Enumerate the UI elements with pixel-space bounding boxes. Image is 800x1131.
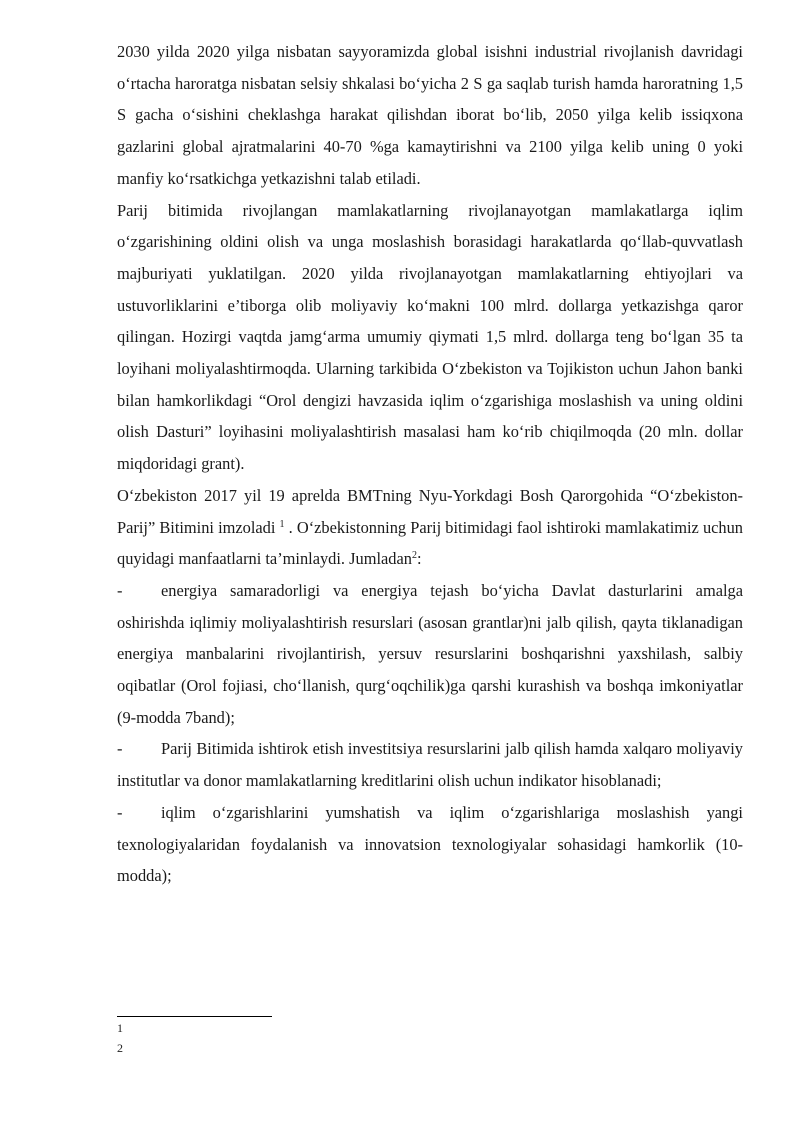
paragraph-global-warming: 2030 yilda 2020 yilga nisbatan sayyoramizda global isishni industrial rivojlanish davridagi o‘rtacha haroratga nisbatan selsiy shkalasi bo‘yicha 2 S ga saqlab turish hamda haroratning 1,5 S gacha o‘sishini cheklashga harakat qilishdan iborat bo‘lib, 2050 yilga kelib issiqxona gazlarini global ajratmalarini 40-70 %ga kamaytirishni va 2100 yilga kelib uning 0 yoki manfiy ko‘rsatkichga yetkazishni talab etiladi.: [117, 42, 743, 188]
footnote-ref-2[interactable]: 2: [411, 550, 417, 562]
bullet-dash: -: [117, 580, 123, 600]
paragraph-paris-agreement-support: Parij bitimida rivojlangan mamlakatlarning rivojlanayotgan mamlakatlarga iqlim o‘zgarishining oldini olish va unga moslashish borasidagi harakatlarda qo‘llab-quvvatlash majburiyati yuklatilgan. 2020 yilda rivojlanayotgan mamlakatlarning ehtiyojlari va ustuvorliklarini e’tiborga olib moliyaviy ko‘makni 100 mlrd. dollarga yetkazishga qaror qilingan. Hozirgi vaqtda jamg‘arma umumiy qiymati 1,5 mlrd. dollarga teng bo‘lgan 35 ta loyihani moliyalashtirmoqda. Ularning tarkibida O‘zbekiston va Tojikiston uchun Jahon banki bilan hamkorlikdagi “Orol dengizi havzasida iqlim o‘zgarishiga moslashish va uning oldini olish Dasturi” loyihasini moliyalashtirish masalasi ham ko‘rib chiqilmoqda (20 mln. dollar miqdoridagi grant).: [117, 200, 743, 474]
bullet-dash: -: [117, 802, 123, 822]
paragraph-text: O‘zbekiston 2017 yil 19 aprelda BMTning Nyu-Yorkdagi Bosh Qarorgohida “O‘zbekiston-Parij” Bitimini imzoladi: [117, 485, 743, 537]
bullet-item: [117, 797, 743, 892]
paragraph-text: . O‘zbekistonning Parij bitimidagi faol ishtiroki mamlakatimiz uchun quyidagi manfaatlarni ta’minlaydi. Jumladan: [117, 517, 743, 569]
bullet-text: Parij Bitimida ishtirok etish investitsiya resurslarini jalb qilish hamda xalqaro moliyaviy institutlar va donor mamlakatlarning kreditlarini olish uchun indikator hisoblanadi;: [117, 739, 743, 791]
footnote-separator: [117, 1016, 272, 1017]
bullet-item: [117, 733, 743, 796]
bullet-text: energiya samaradorligi va energiya tejash bo‘yicha Davlat dasturlarini amalga oshirishda iqlimiy moliyalashtirish resurslari (asosan grantlar)ni jalb qilish, qayta tiklanadigan energiya manbalarini rivojlantirish, yersuv resurslarini boshqarishni yaxshilash, salbiy oqibatlar (Orol fojiasi, cho‘llanish, qurg‘oqchilik)ga qarshi kurashish va boshqa imkoniyatlar (9-modda 7band);: [117, 580, 743, 727]
paragraph-uzbekistan-signing: [117, 480, 743, 575]
footnote-2: 2: [117, 1041, 123, 1055]
footnote-ref-1[interactable]: 1: [279, 518, 285, 530]
document-body: [117, 36, 743, 892]
paragraph-text: :: [416, 549, 422, 569]
bullet-item: [117, 575, 743, 734]
bullet-text: iqlim o‘zgarishlarini yumshatish va iqlim o‘zgarishlariga moslashish yangi texnologiyalaridan foydalanish va innovatsion texnologiyalar sohasidagi hamkorlik (10-modda);: [117, 802, 743, 886]
bullet-dash: -: [117, 739, 123, 759]
footnote-1: 1: [117, 1021, 123, 1035]
